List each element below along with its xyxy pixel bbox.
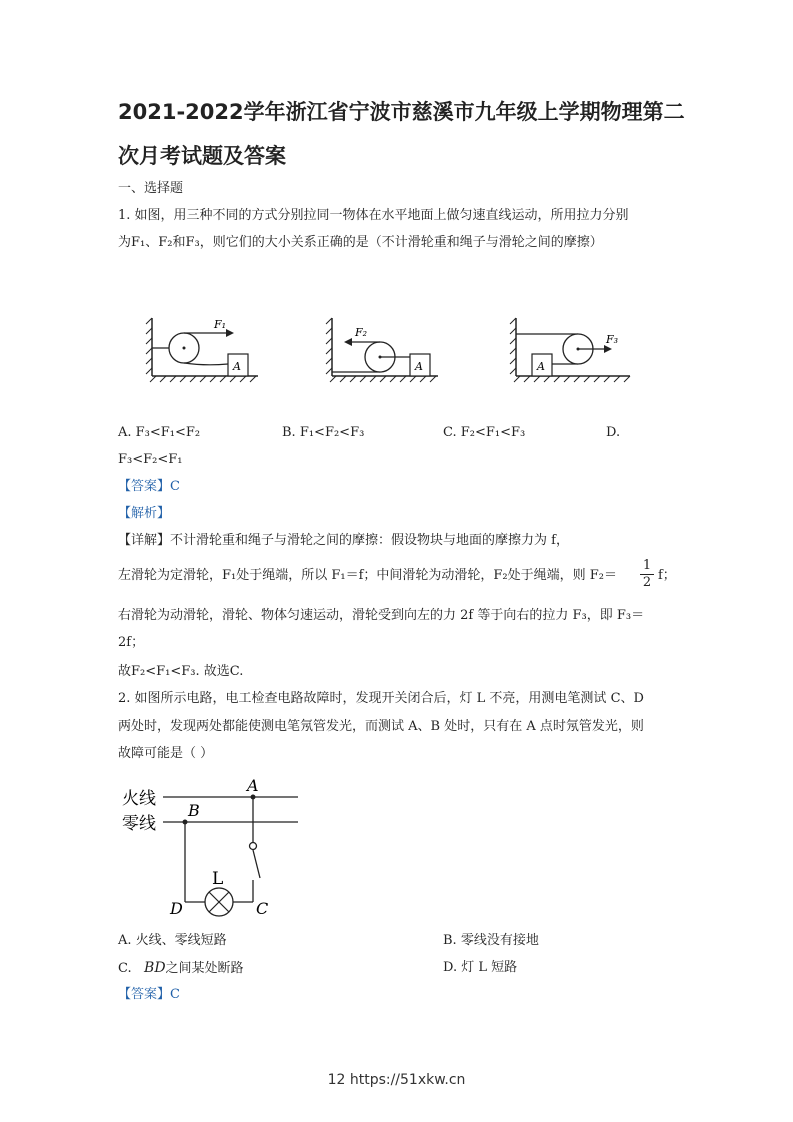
q2-stem-line-2: 两处时，发现两处都能使测电笔氖管发光，而测试 A、B 处时，只有在 A 点时氖管发光，则	[118, 719, 644, 734]
q2-option-c-label: C.	[118, 961, 132, 976]
q2-label-live-wire: 火线	[122, 789, 156, 809]
q2-option-c-segment: BD	[144, 960, 166, 976]
fraction-denominator: 2	[642, 575, 652, 590]
lamp-icon	[205, 888, 233, 916]
q1-detail-line-4: 2f；	[118, 635, 145, 650]
q1-stem-line-1: 1. 如图，用三种不同的方式分别拉同一物体在水平地面上做匀速直线运动，所用拉力分别	[118, 208, 629, 223]
q2-label-neutral-wire: 零线	[122, 814, 156, 834]
q2-label-lamp: L	[212, 869, 224, 889]
q2-answer: 【答案】C	[118, 987, 180, 1002]
q1-option-a: A. F₃<F₁<F₂	[118, 425, 201, 440]
page-title-line-2: 次月考试题及答案	[118, 144, 286, 168]
page-footer: 12 https://51xkw.cn	[327, 1072, 466, 1088]
q2-option-d: D. 灯 L 短路	[443, 960, 518, 975]
q2-label-a: A	[247, 776, 259, 795]
q1-option-c: C. F₂<F₁<F₃	[443, 425, 526, 440]
q1-fig-label-f2: F₂	[355, 326, 368, 339]
q1-option-b: B. F₁<F₂<F₃	[282, 425, 365, 440]
page-title-line-1: 2021-2022学年浙江省宁波市慈溪市九年级上学期物理第二	[118, 100, 685, 124]
q1-stem-line-2: 为F₁、F₂和F₃，则它们的大小关系正确的是（不计滑轮重和绳子与滑轮之间的摩擦）	[118, 235, 603, 250]
q1-option-d-label: D.	[606, 425, 621, 440]
q1-detail-line-2-end: f；	[658, 568, 676, 583]
q2-stem-line-1: 2. 如图所示电路，电工检查电路故障时，发现开关闭合后，灯 L 不亮，用测电笔测试 C、D	[118, 691, 644, 706]
q1-option-d-value: F₃<F₂<F₁	[118, 452, 183, 467]
pulley-setup-2	[326, 318, 438, 382]
q2-option-c	[118, 959, 244, 978]
q1-fig-label-a2: A	[415, 360, 423, 373]
fraction-numerator: 1	[640, 558, 654, 575]
q2-label-b: B	[188, 801, 200, 820]
q1-detail-line-3: 右滑轮为动滑轮，滑轮、物体匀速运动，滑轮受到向左的力 2f 等于向右的拉力 F₃，即 F₃＝	[118, 608, 645, 623]
q2-option-b: B. 零线没有接地	[443, 933, 539, 948]
q2-stem-line-3: 故障可能是（ ）	[118, 746, 214, 761]
q2-circuit-figure	[0, 772, 793, 922]
q2-label-c: C	[256, 899, 269, 918]
fraction-one-half	[640, 558, 654, 591]
q1-analysis-heading: 【解析】	[118, 506, 171, 521]
q2-option-c-text: 之间某处断路	[165, 961, 244, 976]
q1-detail-line-1: 【详解】不计滑轮重和绳子与滑轮之间的摩擦：假设物块与地面的摩擦力为 f，	[118, 533, 569, 548]
q1-answer: 【答案】C	[118, 479, 180, 494]
q2-option-a: A. 火线、零线短路	[118, 933, 227, 948]
section-heading: 一、选择题	[118, 181, 184, 196]
q1-detail-line-2: 左滑轮为定滑轮，F₁处于绳端，所以 F₁＝f；中间滑轮为动滑轮，F₂处于绳端，则 F₂＝	[118, 568, 618, 583]
pulley-setup-3	[510, 318, 630, 382]
q1-detail-line-5: 故F₂<F₁<F₃. 故选C.	[118, 664, 244, 679]
q1-fig-label-f1: F₁	[214, 318, 227, 331]
q1-fig-label-a1: A	[233, 360, 241, 373]
q1-fig-label-f3: F₃	[606, 333, 619, 346]
q1-fig-label-a3: A	[537, 360, 545, 373]
q1-pulley-figure	[0, 310, 793, 400]
pulley-setup-1	[146, 318, 258, 382]
q2-label-d: D	[170, 899, 183, 918]
